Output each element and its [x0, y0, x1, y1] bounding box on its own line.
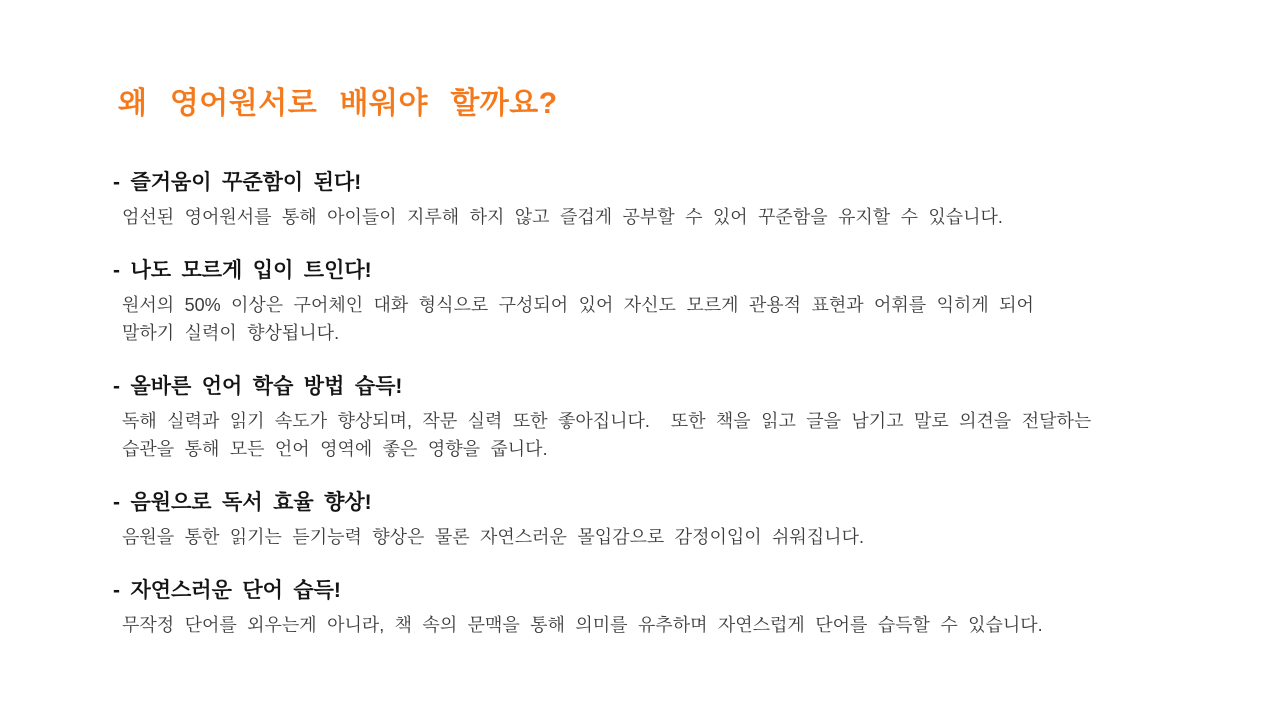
section-heading: - 올바른 언어 학습 방법 습득!	[113, 375, 403, 398]
section-body-line: 원서의 50% 이상은 구어체인 대화 형식으로 구성되어 있어 자신도 모르게 관용적 표현과 어휘를 익히게 되어	[122, 295, 1034, 315]
section-heading: - 음원으로 독서 효율 향상!	[113, 491, 372, 514]
slide-content	[113, 170, 1220, 666]
section-body-line: 독해 실력과 읽기 속도가 향상되며, 작문 실력 또한 좋아집니다. 또한 책을 읽고 글을 남기고 말로 의견을 전달하는	[122, 411, 1092, 431]
section-heading: - 즐거움이 꾸준함이 된다!	[113, 171, 362, 194]
slide-title: 왜 영어원서로 배워야 할까요?	[118, 87, 558, 120]
section-audio-reading	[113, 490, 1220, 551]
section-learning-method	[113, 374, 1220, 463]
section-speaking	[113, 258, 1220, 347]
section-enjoyment	[113, 170, 1220, 231]
section-body-line: 말하기 실력이 향상됩니다.	[122, 323, 340, 343]
section-body-line: 음원을 통한 읽기는 듣기능력 향상은 물론 자연스러운 몰입감으로 감정이입이 쉬워집니다.	[122, 527, 864, 547]
section-body-line: 무작정 단어를 외우는게 아니라, 책 속의 문맥을 통해 의미를 유추하며 자연스럽게 단어를 습득할 수 있습니다.	[122, 615, 1043, 635]
section-heading: - 자연스러운 단어 습득!	[113, 579, 341, 602]
section-heading: - 나도 모르게 입이 트인다!	[113, 259, 372, 282]
section-body-line: 습관을 통해 모든 언어 영역에 좋은 영향을 줍니다.	[122, 439, 548, 459]
section-vocabulary	[113, 578, 1220, 639]
section-body-line: 엄선된 영어원서를 통해 아이들이 지루해 하지 않고 즐겁게 공부할 수 있어 꾸준함을 유지할 수 있습니다.	[122, 207, 1003, 227]
